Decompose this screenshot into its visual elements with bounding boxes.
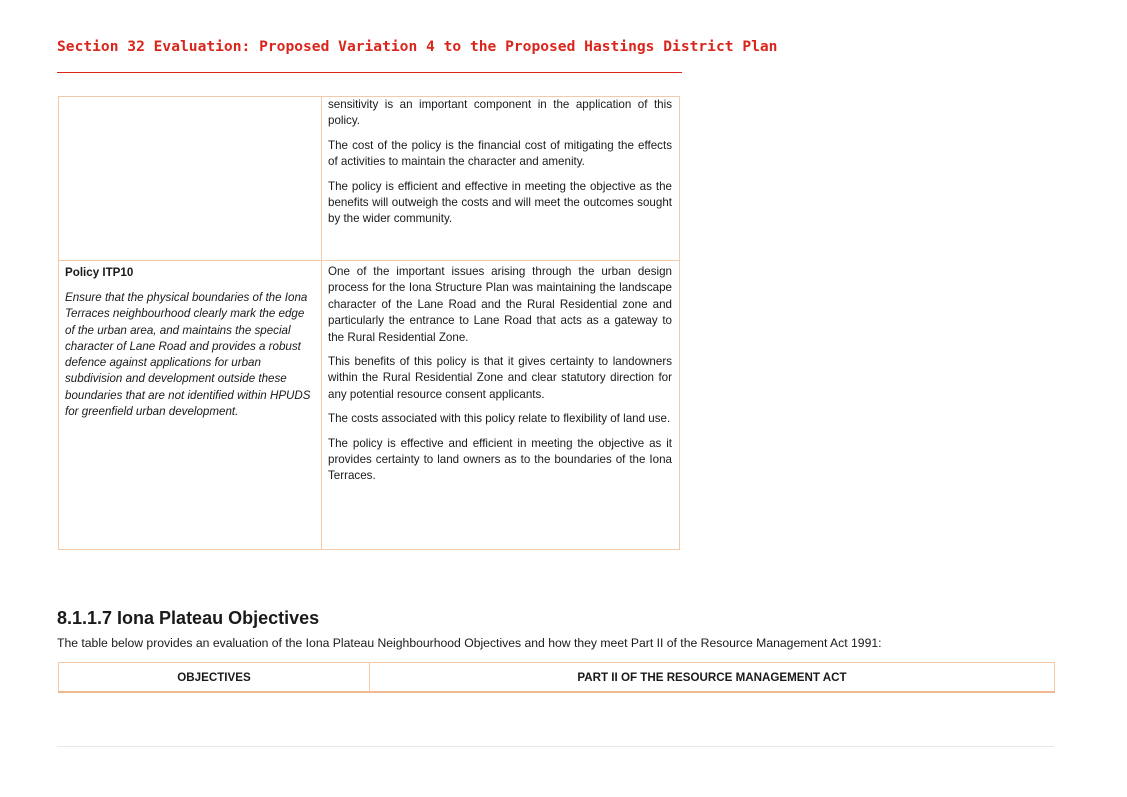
objectives-table bbox=[58, 662, 1055, 693]
policy-text: Ensure that the physical boundaries of the Iona Terraces neighbourhood clearly mark the edge of the urban area, and maintains the special character of Lane Road and provides a robust defence against applications for urban subdivision and development outside these boundaries that are not identified within HPUDS for greenfield urban development. bbox=[65, 291, 311, 419]
policy-cell bbox=[59, 261, 322, 550]
table-header-row bbox=[59, 663, 1055, 693]
page-header-title: Section 32 Evaluation: Proposed Variation 4 to the Proposed Hastings District Plan bbox=[57, 38, 778, 55]
header-divider bbox=[57, 72, 682, 73]
evaluation-paragraph: One of the important issues arising through the urban design process for the Iona Structure Plan was maintaining the landscape character of the Lane Road and the Rural Residential zone and particularly the entrance to Lane Road that acts as a gateway to the Rural Residential Zone. bbox=[328, 265, 672, 344]
section-intro: The table below provides an evaluation of the Iona Plateau Neighbourhood Objectives and how they meet Part II of the Resource Management Act 1991: bbox=[57, 636, 882, 650]
evaluation-paragraph: sensitivity is an important component in the application of this policy. bbox=[328, 98, 672, 128]
evaluation-cell bbox=[322, 97, 680, 261]
section-heading: 8.1.1.7 Iona Plateau Objectives bbox=[57, 608, 320, 628]
evaluation-paragraph: The costs associated with this policy relate to flexibility of land use. bbox=[328, 412, 671, 426]
evaluation-paragraph: The policy is effective and efficient in meeting the objective as it provides certainty to land owners as to the boundaries of the Iona Terraces. bbox=[328, 436, 672, 483]
column-header-objectives: OBJECTIVES bbox=[59, 663, 370, 693]
policy-label: Policy ITP10 bbox=[65, 266, 134, 279]
column-header-rma-part-ii: PART II OF THE RESOURCE MANAGEMENT ACT bbox=[370, 663, 1055, 693]
evaluation-paragraph: This benefits of this policy is that it gives certainty to landowners within the Rural Residential Zone and clear statutory direction for any potential resource consent applicants. bbox=[328, 355, 672, 401]
table-row bbox=[59, 261, 680, 550]
policy-evaluation-table bbox=[58, 96, 680, 550]
evaluation-cell bbox=[322, 261, 680, 550]
footer-divider bbox=[57, 746, 1054, 747]
evaluation-paragraph: The cost of the policy is the financial cost of mitigating the effects of activities to maintain the character and amenity. bbox=[328, 138, 672, 169]
policy-cell-empty bbox=[59, 97, 322, 261]
table-row bbox=[59, 97, 680, 261]
evaluation-paragraph: The policy is efficient and effective in meeting the objective as the benefits will outweigh the costs and will meet the outcomes sought by the wider community. bbox=[328, 179, 672, 226]
